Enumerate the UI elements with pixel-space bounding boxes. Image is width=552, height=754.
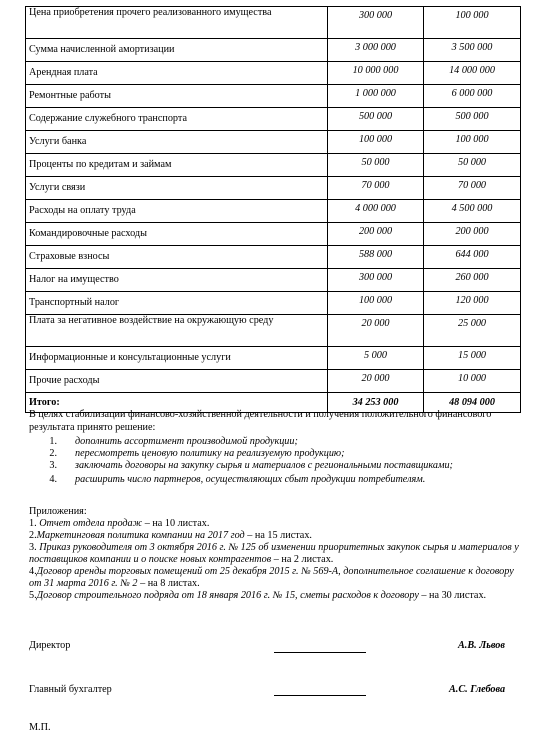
table-row: [26, 200, 521, 223]
value-2016: 100 000: [328, 292, 424, 315]
attachment-pages: – на 30 листах.: [418, 590, 487, 601]
total-2016: 34 253 000: [328, 393, 424, 413]
value-2016: 1 000 000: [328, 85, 424, 108]
attachment-number: 4.: [29, 566, 37, 577]
value-2016: 20 000: [328, 315, 424, 347]
expense-label: Цена приобретения прочего реализованного имущества: [26, 7, 328, 39]
attachments: [29, 506, 519, 602]
table-row: [26, 315, 521, 347]
value-2017: 100 000: [424, 7, 521, 39]
expense-label: Услуги связи: [26, 177, 328, 200]
value-2016: 200 000: [328, 223, 424, 246]
expense-label: Транспортный налог: [26, 292, 328, 315]
attachment-pages: – на 10 листах.: [142, 518, 210, 529]
table-row: [26, 223, 521, 246]
value-2017: 3 500 000: [424, 39, 521, 62]
value-2017: 6 000 000: [424, 85, 521, 108]
attachment-item: [29, 590, 519, 602]
table-row: [26, 370, 521, 393]
attachment-title: Договор строительного подряда от 18 января 2016 г. № 15, сметы расходов к договору: [36, 590, 419, 601]
decision-intro: В целях стабилизации финансово-хозяйственной деятельности и получения положительного финансового результата принято решение:: [29, 409, 492, 433]
value-2017: 25 000: [424, 315, 521, 347]
attachment-number: 5.: [29, 590, 37, 601]
total-label: Итого:: [26, 393, 328, 413]
value-2016: 588 000: [328, 246, 424, 269]
value-2017: 644 000: [424, 246, 521, 269]
value-2017: 4 500 000: [424, 200, 521, 223]
value-2016: 3 000 000: [328, 39, 424, 62]
value-2017: 15 000: [424, 347, 521, 370]
accountant-title: Главный бухгалтер: [29, 684, 112, 695]
value-2017: 50 000: [424, 154, 521, 177]
table-row: [26, 246, 521, 269]
expense-label: Расходы на оплату труда: [26, 200, 328, 223]
expense-label: Прочие расходы: [26, 370, 328, 393]
table-row: [26, 85, 521, 108]
attachment-title: Приказ руководителя от 3 октября 2016 г. № 125 об изменении приоритетных закупок сырья и материалов у поставщиков компании и о поиске новых контрагентов: [29, 542, 519, 565]
value-2017: 260 000: [424, 269, 521, 292]
attachment-item: [29, 542, 519, 566]
list-item-text: дополнить ассортимент производимой продукции;: [75, 436, 298, 447]
expense-label: Сумма начисленной амортизации: [26, 39, 328, 62]
expense-label: Командировочные расходы: [26, 223, 328, 246]
list-item-number: 2.: [49, 448, 57, 459]
table-row: [26, 62, 521, 85]
value-2016: 4 000 000: [328, 200, 424, 223]
list-item-text: расширить число партнеров, осуществляющих сбыт продукции потребителям.: [75, 474, 426, 485]
table-row: [26, 177, 521, 200]
value-2017: 200 000: [424, 223, 521, 246]
value-2016: 20 000: [328, 370, 424, 393]
expense-label: Информационные и консультационные услуги: [26, 347, 328, 370]
total-2017: 48 094 000: [424, 393, 521, 413]
value-2016: 100 000: [328, 131, 424, 154]
list-item-number: 3.: [49, 460, 57, 471]
expense-label: Арендная плата: [26, 62, 328, 85]
director-title: Директор: [29, 640, 71, 651]
attachment-title: Маркетинговая политика компании на 2017 год: [36, 530, 245, 541]
attachment-item: [29, 530, 519, 542]
table-row: [26, 347, 521, 370]
expense-label: Налог на имущество: [26, 269, 328, 292]
list-item-text: пересмотреть ценовую политику на реализуемую продукцию;: [75, 448, 345, 459]
director-signature-line: [274, 652, 366, 653]
table-row: [26, 269, 521, 292]
decision-list: [29, 436, 519, 486]
expenses-table: [25, 6, 521, 413]
expense-label: Ремонтные работы: [26, 85, 328, 108]
table-row: [26, 7, 521, 39]
value-2016: 5 000: [328, 347, 424, 370]
expense-label: Проценты по кредитам и займам: [26, 154, 328, 177]
value-2016: 300 000: [328, 269, 424, 292]
expense-label: Содержание служебного транспорта: [26, 108, 328, 131]
expense-label: Услуги банка: [26, 131, 328, 154]
value-2017: 10 000: [424, 370, 521, 393]
value-2016: 50 000: [328, 154, 424, 177]
list-item: [29, 448, 519, 460]
attachment-number: 3.: [29, 542, 37, 553]
attachment-pages: – на 15 листах.: [244, 530, 312, 541]
value-2017: 70 000: [424, 177, 521, 200]
expense-label: Плата за негативное воздействие на окружающую среду: [26, 315, 328, 347]
attachment-item: [29, 566, 519, 590]
table-row: [26, 154, 521, 177]
value-2016: 500 000: [328, 108, 424, 131]
value-2017: 100 000: [424, 131, 521, 154]
attachment-pages: – на 2 листах.: [271, 554, 334, 565]
value-2017: 500 000: [424, 108, 521, 131]
expense-label: Страховые взносы: [26, 246, 328, 269]
director-name: А.В. Львов: [458, 640, 505, 651]
accountant-signature-line: [274, 695, 366, 696]
value-2017: 120 000: [424, 292, 521, 315]
accountant-name: А.С. Глебова: [449, 684, 506, 695]
table-row: [26, 131, 521, 154]
attachment-pages: – на 8 листах.: [137, 578, 200, 589]
attachment-title: Отчет отдела продаж: [39, 518, 143, 529]
list-item: [29, 436, 519, 448]
attachment-number: 1.: [29, 518, 37, 529]
value-2016: 70 000: [328, 177, 424, 200]
list-item-text: заключать договоры на закупку сырья и материалов с региональными поставщиками;: [75, 460, 453, 471]
attachment-number: 2.: [29, 530, 37, 541]
stamp-place: М.П.: [29, 722, 51, 733]
value-2016: 10 000 000: [328, 62, 424, 85]
attachment-item: [29, 518, 519, 530]
attachments-heading: Приложения:: [29, 506, 87, 517]
list-item-number: 4.: [49, 474, 57, 485]
value-2017: 14 000 000: [424, 62, 521, 85]
list-item: [29, 460, 519, 472]
table-row: [26, 292, 521, 315]
list-item: [29, 474, 519, 486]
table-row: [26, 39, 521, 62]
table-row: [26, 108, 521, 131]
list-item-number: 1.: [49, 436, 57, 447]
attachment-title: Договор аренды торговых помещений от 25 декабря 2015 г. № 569-А, дополнительное соглашение к договору от 31 марта 2016 г. № 2: [29, 566, 514, 589]
value-2016: 300 000: [328, 7, 424, 39]
